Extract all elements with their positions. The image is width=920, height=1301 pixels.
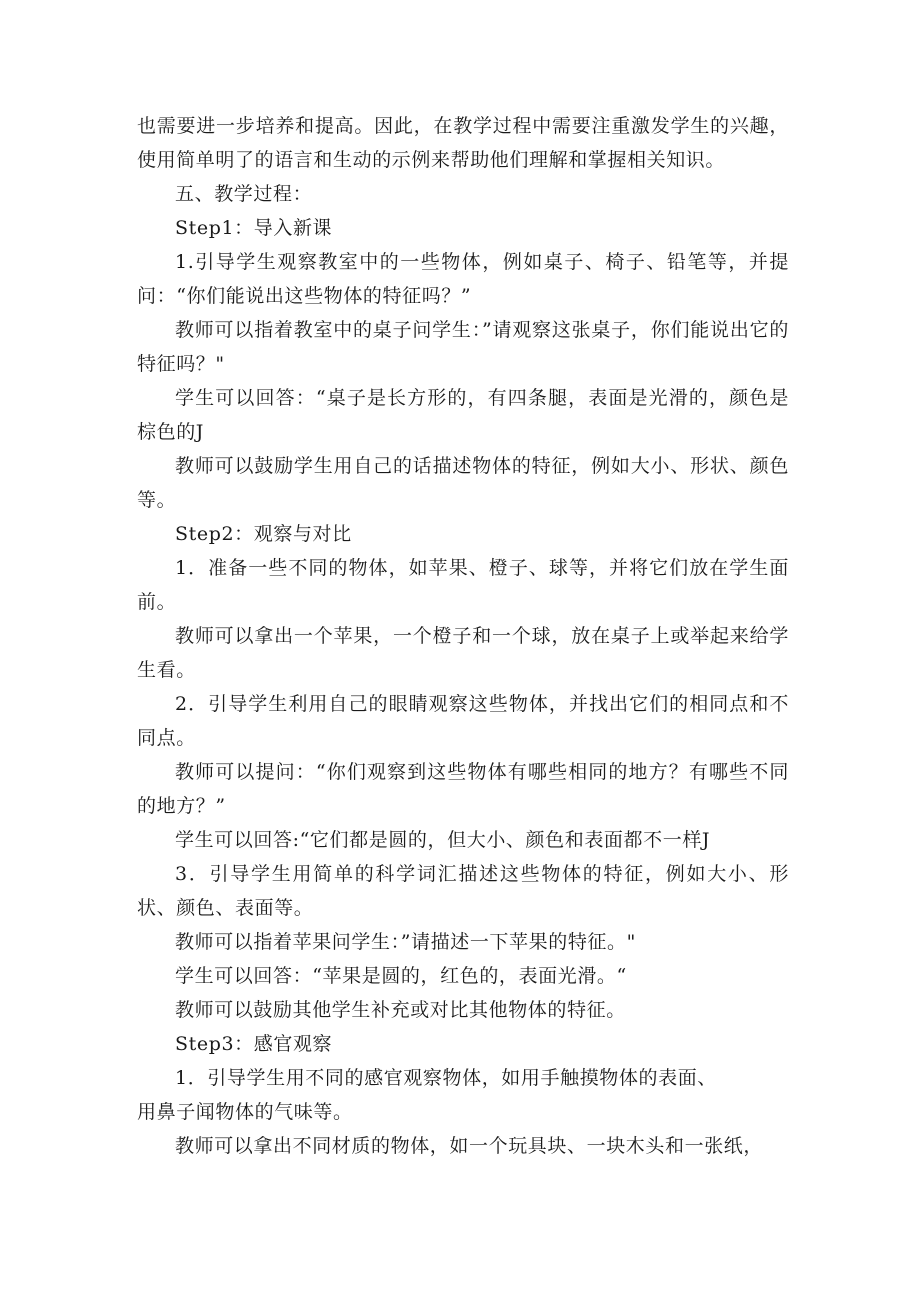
document-body [137, 109, 789, 1163]
paragraph: 教师可以鼓励其他学生补充或对比其他物体的特征。 [175, 999, 626, 1021]
paragraph: 1．引导学生用不同的感官观察物体，如用手触摸物体的表面、 [175, 1067, 717, 1089]
paragraph: 教师可以指着苹果问学生：”请描述一下苹果的特征。" [175, 931, 636, 953]
paragraph: 1．准备一些不同的物体，如苹果、橙子、球等，并将它们放在学生面前。 [137, 557, 789, 613]
section-heading-teaching-process: 五、教学过程： [175, 183, 313, 205]
paragraph: 教师可以指着教室中的桌子问学生：”请观察这张桌子，你们能说出它的特征吗？" [137, 319, 789, 375]
paragraph: 学生可以回答：“苹果是圆的，红色的，表面光滑。“ [175, 965, 627, 987]
step-heading-1: Step1：导入新课 [175, 217, 333, 239]
step-heading-3: Step3：感官观察 [175, 1033, 333, 1055]
paragraph: 3．引导学生用简单的科学词汇描述这些物体的特征，例如大小、形状、颜色、表面等。 [137, 863, 789, 919]
paragraph: 2．引导学生利用自己的眼睛观察这些物体，并找出它们的相同点和不同点。 [137, 693, 789, 749]
paragraph: 学生可以回答:“它们都是圆的，但大小、颜色和表面都不一样J [175, 829, 711, 851]
paragraph: 教师可以鼓励学生用自己的话描述物体的特征，例如大小、形状、颜色等。 [137, 455, 789, 511]
paragraph: 教师可以提问：“你们观察到这些物体有哪些相同的地方？有哪些不同的地方？” [137, 761, 789, 817]
paragraph: 教师可以拿出一个苹果，一个橙子和一个球，放在桌子上或举起来给学生看。 [137, 625, 789, 681]
paragraph-continuation: 用鼻子闻物体的气味等。 [137, 1101, 353, 1123]
step-heading-2: Step2：观察与对比 [175, 523, 352, 545]
paragraph-continuation: 也需要进一步培养和提高。因此，在教学过程中需要注重激发学生的兴趣，使用简单明了的语言和生动的示例来帮助他们理解和掌握相关知识。 [137, 115, 789, 171]
paragraph: 学生可以回答：“桌子是长方形的，有四条腿，表面是光滑的，颜色是棕色的J [137, 387, 789, 443]
paragraph: 教师可以拿出不同材质的物体，如一个玩具块、一块木头和一张纸， [175, 1135, 764, 1157]
paragraph: 1.引导学生观察教室中的一些物体，例如桌子、椅子、铅笔等，并提问：“你们能说出这些物体的特征吗？” [137, 251, 789, 307]
